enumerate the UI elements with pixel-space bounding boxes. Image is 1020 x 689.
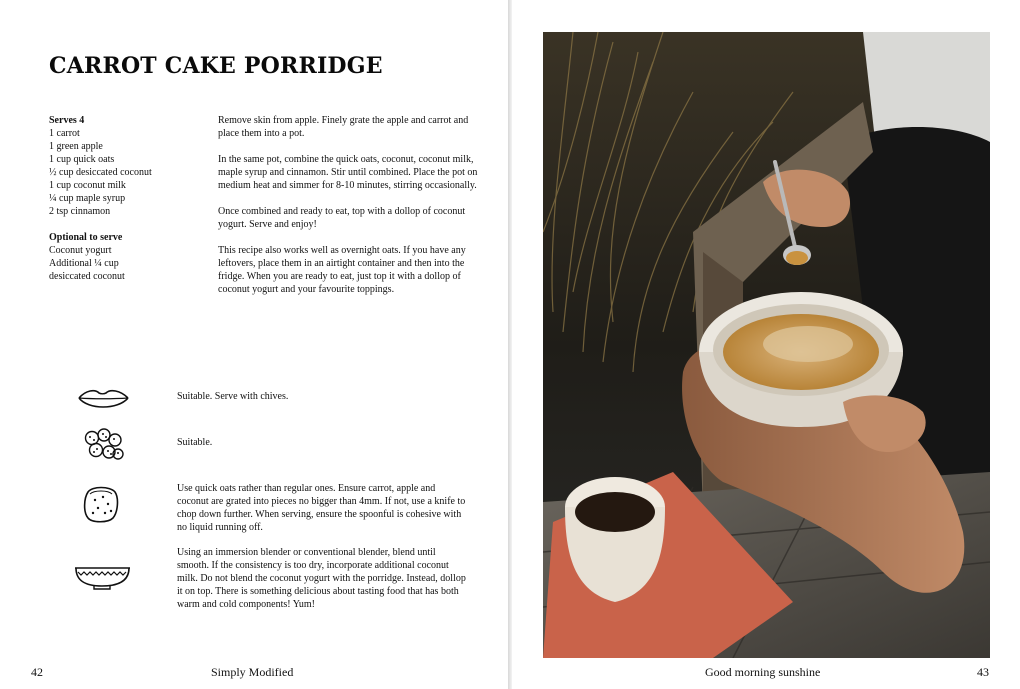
ingredient-item: 1 green apple [49,141,103,152]
method-paragraph: Remove skin from apple. Finely grate the apple and carrot and place them into a pot. [218,115,469,139]
method-steps [218,114,480,309]
ingredient-item: ½ cup desiccated coconut [49,167,152,178]
ingredient-item: ¼ cup maple syrup [49,193,126,204]
ingredient-item: 1 cup quick oats [49,154,115,165]
left-page [0,0,508,689]
optional-heading: Optional to serve [49,232,123,243]
optional-item: desiccated coconut [49,271,125,282]
mixed-texture-pieces-icon [70,425,136,469]
porridge-photo [543,32,990,658]
lips-icon [70,386,136,430]
right-page [512,0,1020,689]
method-paragraph: Once combined and ready to eat, top with a dollop of coconut yogurt. Serve and enjoy! [218,206,466,230]
ingredients-list [49,114,199,283]
method-paragraph: In the same pot, combine the quick oats, coconut, coconut milk, maple syrup and cinnamon. Stir until combined. Place the pot on medium heat and simmer for 8-10 minutes, stirring occasionally. [218,154,478,191]
footer-title-right: Good morning sunshine [705,665,821,679]
optional-item: Additional ¼ cup [49,258,119,269]
soft-bite-sized-icon [70,482,136,526]
diet-note-text: Suitable. [177,437,213,448]
puree-bowl-icon [70,546,136,590]
footer-title-left: Simply Modified [211,665,294,679]
page-number-right: 43 [977,665,989,679]
ingredient-item: 1 cup coconut milk [49,180,126,191]
serves-heading: Serves 4 [49,115,85,126]
method-paragraph: This recipe also works well as overnight oats. If you have any leftovers, place them in an airtight container and then into the fridge. When you are ready to eat, just top it with a dollop of coconut yogurt and your favourite toppings. [218,245,466,295]
optional-item: Coconut yogurt [49,245,112,256]
diet-note-text: Using an immersion blender or conventional blender, blend until smooth. If the consistency is too dry, incorporate additional coconut milk. Do not blend the coconut yogurt with the porridge. Instead, dollop it on top. There is something delicious about tasting food that has both warm and cold components! Yum! [177,547,466,610]
page-number-left: 42 [31,665,43,679]
ingredient-item: 1 carrot [49,128,80,139]
diet-note-text: Use quick oats rather than regular ones. Ensure carrot, apple and coconut are grated into pieces no bigger than 4mm. If not, use a knife to chop down further. When serving, ensure the spoonful is cohesive with no liquid running off. [177,483,466,533]
recipe-title: CARROT CAKE PORRIDGE [49,53,383,79]
ingredient-item: 2 tsp cinnamon [49,206,111,217]
diet-note-text: Suitable. Serve with chives. [177,391,289,402]
